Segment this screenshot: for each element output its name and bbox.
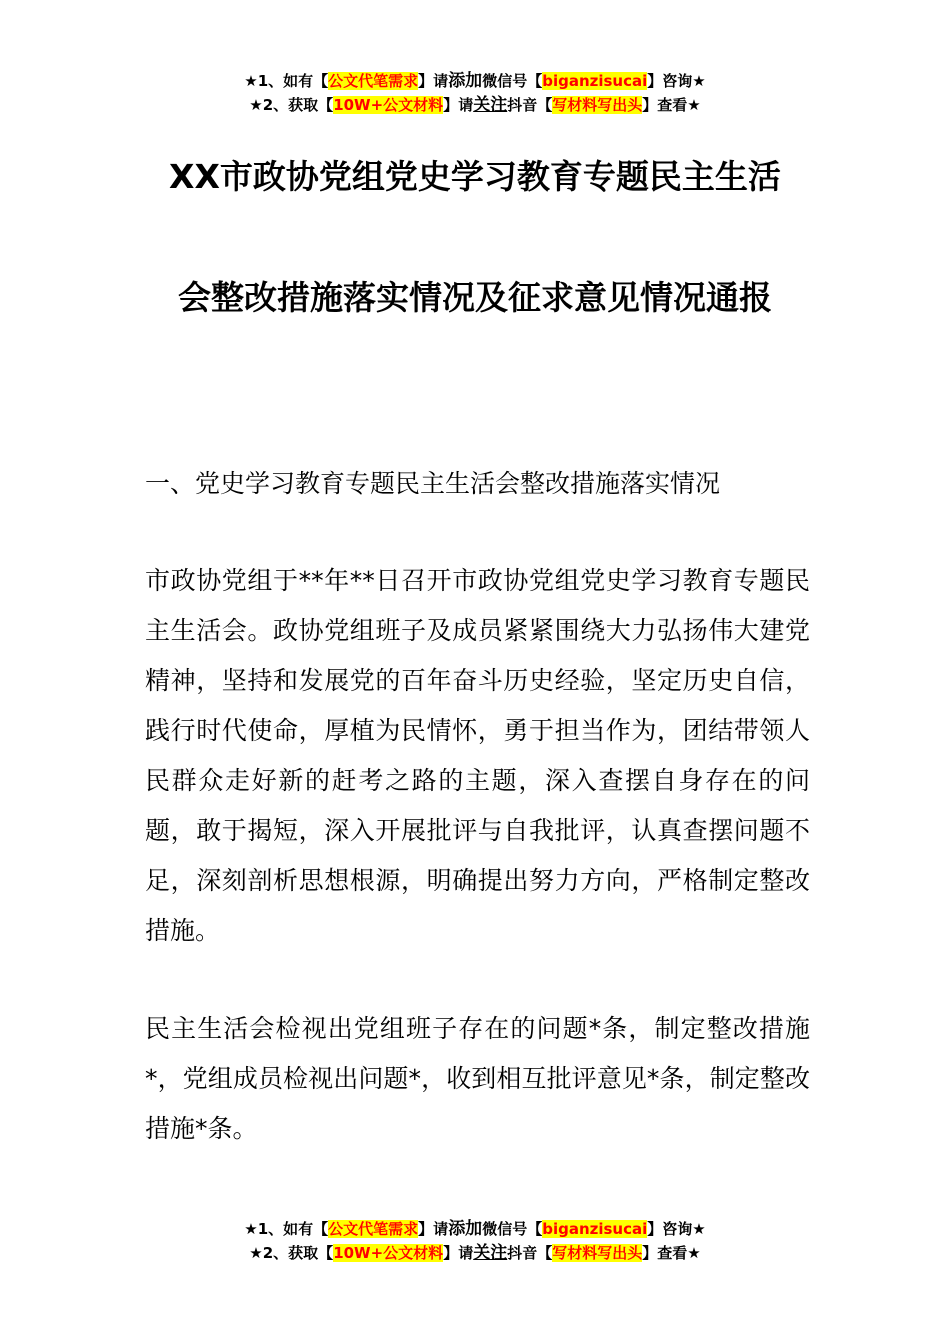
promo-wechat-id: biganzisucai xyxy=(542,1220,648,1238)
promo-text: ★2、获取【 xyxy=(249,1244,334,1262)
promo-highlight: 10W+公文材料 xyxy=(333,1244,444,1262)
promo-text: 微信号【 xyxy=(482,1220,543,1238)
promo-text: 】咨询★ xyxy=(647,1220,706,1238)
promo-text: 抖音【 xyxy=(507,1244,553,1262)
promo-line-1 xyxy=(0,1217,950,1241)
promo-text: 】请 xyxy=(443,1244,474,1262)
promo-emphasis: 关注 xyxy=(473,95,508,115)
promo-text: 】查看★ xyxy=(642,96,701,114)
promo-text: ★1、如有【 xyxy=(244,72,329,90)
promo-text: ★2、获取【 xyxy=(249,96,334,114)
promo-line-2 xyxy=(0,93,950,117)
promo-douyin-account: 写材料写出头 xyxy=(552,96,643,114)
promo-emphasis: 关注 xyxy=(473,1243,508,1263)
promo-emphasis: 添加 xyxy=(448,71,483,91)
promo-text: 抖音【 xyxy=(507,96,553,114)
promo-text: 】请 xyxy=(443,96,474,114)
promo-text: 】请 xyxy=(418,72,449,90)
document-title-line-1: XX市政协党组党史学习教育专题民主生活 xyxy=(169,157,781,196)
promo-text: ★1、如有【 xyxy=(244,1220,329,1238)
promo-emphasis: 添加 xyxy=(448,1219,483,1239)
promo-text: 微信号【 xyxy=(482,72,543,90)
document-title-line-2: 会整改措施落实情况及征求意见情况通报 xyxy=(178,278,772,317)
section-heading: 一、党史学习教育专题民主生活会整改措施落实情况 xyxy=(145,469,721,498)
promo-banner-bottom xyxy=(0,1217,950,1265)
promo-text: 】咨询★ xyxy=(647,72,706,90)
body-paragraph-2: 民主生活会检视出党组班子存在的问题*条，制定整改措施*，党组成员检视出问题*，收到相互批评意见*条，制定整改措施*条。 xyxy=(145,1014,810,1143)
promo-line-1 xyxy=(0,69,950,93)
promo-highlight: 10W+公文材料 xyxy=(333,96,444,114)
promo-douyin-account: 写材料写出头 xyxy=(552,1244,643,1262)
promo-wechat-id: biganzisucai xyxy=(542,72,648,90)
promo-banner-top xyxy=(0,69,950,117)
promo-text: 】请 xyxy=(418,1220,449,1238)
promo-highlight: 公文代笔需求 xyxy=(328,72,419,90)
body-paragraph-1: 市政协党组于**年**日召开市政协党组党史学习教育专题民主生活会。政协党组班子及成员紧紧围绕大力弘扬伟大建党精神，坚持和发展党的百年奋斗历史经验，坚定历史自信，践行时代使命，厚植为民情怀，勇于担当作为，团结带领人民群众走好新的赶考之路的主题，深入查摆自身存在的问题，敢于揭短，深入开展批评与自我批评，认真查摆问题不足，深刻剖析思想根源，明确提出努力方向，严格制定整改措施。 xyxy=(145,566,810,945)
promo-highlight: 公文代笔需求 xyxy=(328,1220,419,1238)
promo-text: 】查看★ xyxy=(642,1244,701,1262)
promo-line-2 xyxy=(0,1241,950,1265)
